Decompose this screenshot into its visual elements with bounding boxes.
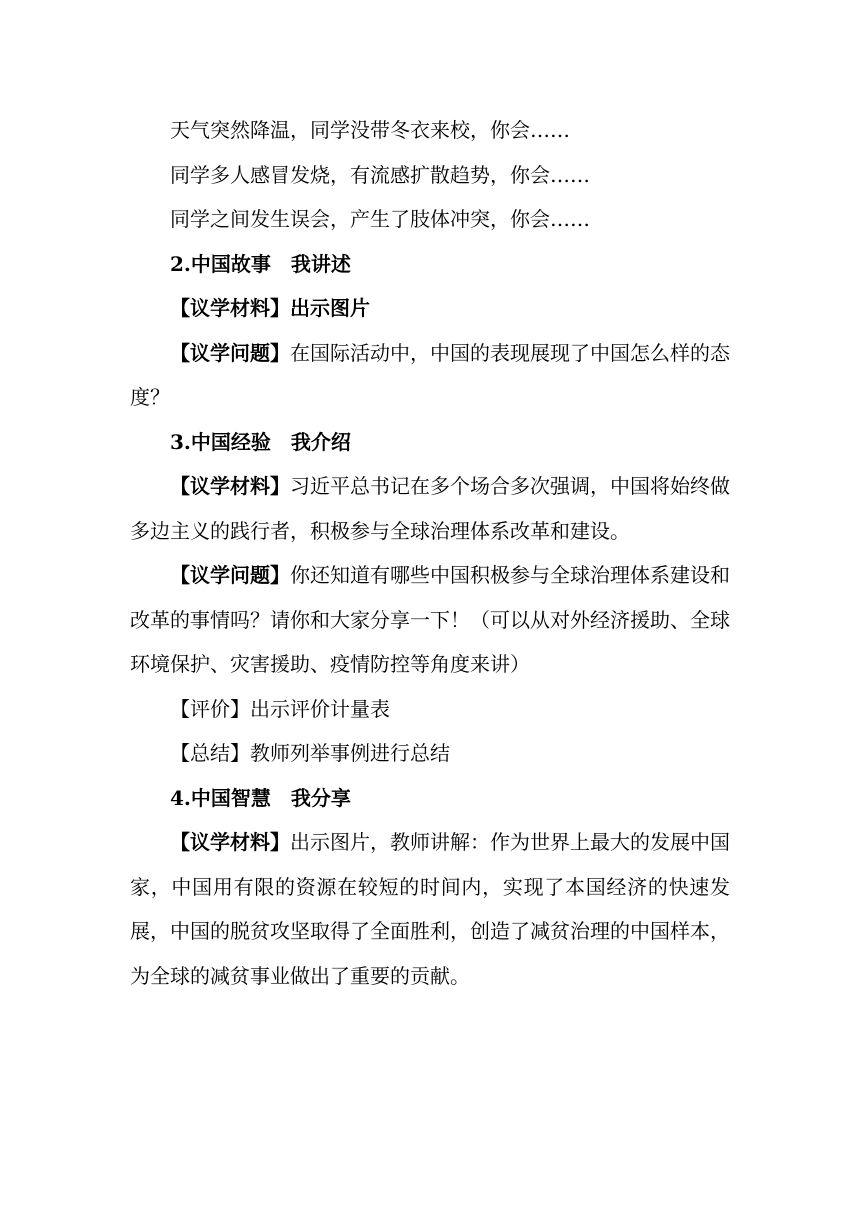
- scenario-1: 天气突然降温，同学没带冬衣来校，你会……: [170, 118, 570, 142]
- summary-text: 教师列举事例进行总结: [250, 741, 450, 765]
- document-page: [130, 108, 730, 998]
- section-3-question: [130, 553, 730, 687]
- material-label: 【议学材料】: [170, 296, 290, 320]
- evaluation-text: 出示评价计量表: [250, 696, 390, 721]
- material-text: 习近平总书记在多个场合多次强调，中国将始终做多边主义的践行者，积极参与全球治理体系改革和建设。: [130, 474, 730, 543]
- question-text: 在国际活动中，中国的表现展现了中国怎么样的态度？: [130, 340, 730, 409]
- scenario-2: 同学多人感冒发烧，有流感扩散趋势，你会……: [170, 162, 590, 187]
- section-4-material: [130, 820, 730, 998]
- evaluation-label: 【评价】: [170, 696, 250, 721]
- scenario-3: 同学之间发生误会，产生了肢体冲突，你会……: [170, 207, 590, 231]
- summary-label: 【总结】: [170, 741, 250, 765]
- question-label: 【议学问题】: [170, 340, 290, 365]
- section-3-number: 3.: [170, 429, 191, 454]
- section-2-heading: [130, 242, 730, 287]
- material-label: 【议学材料】: [170, 830, 290, 854]
- question-text: 你还知道有哪些中国积极参与全球治理体系建设和改革的事情吗？请你和大家分享一下！（可以从对外经济援助、全球环境保护、灾害援助、疫情防控等角度来讲）: [130, 563, 730, 676]
- section-4-title-a: 中国智慧: [190, 785, 271, 810]
- section-3-heading: [130, 420, 730, 465]
- question-label: 【议学问题】: [170, 563, 290, 587]
- material-label: 【议学材料】: [170, 474, 290, 498]
- section-4-title-b: 我分享: [290, 785, 351, 810]
- section-2-number: 2.: [170, 251, 191, 276]
- material-text: 出示图片，教师讲解：作为世界上最大的发展中国家，中国用有限的资源在较短的时间内，实现了本国经济的快速发展，中国的脱贫攻坚取得了全面胜利，创造了减贫治理的中国样本，为全球的减贫事业做出了重要的贡献。: [130, 830, 730, 988]
- material-text: 出示图片: [290, 296, 370, 320]
- section-2-title-a: 中国故事: [190, 251, 271, 276]
- section-3-summary: [130, 731, 730, 776]
- section-4-number: 4.: [170, 785, 191, 810]
- section-3-title-a: 中国经验: [190, 429, 271, 454]
- section-3-evaluation: [130, 687, 730, 732]
- section-2-title-b: 我讲述: [290, 251, 351, 276]
- section-4-heading: [130, 776, 730, 821]
- section-3-material: [130, 464, 730, 553]
- section-2-question: [130, 331, 730, 420]
- section-3-title-b: 我介绍: [290, 429, 351, 454]
- section-2-material: [130, 286, 730, 331]
